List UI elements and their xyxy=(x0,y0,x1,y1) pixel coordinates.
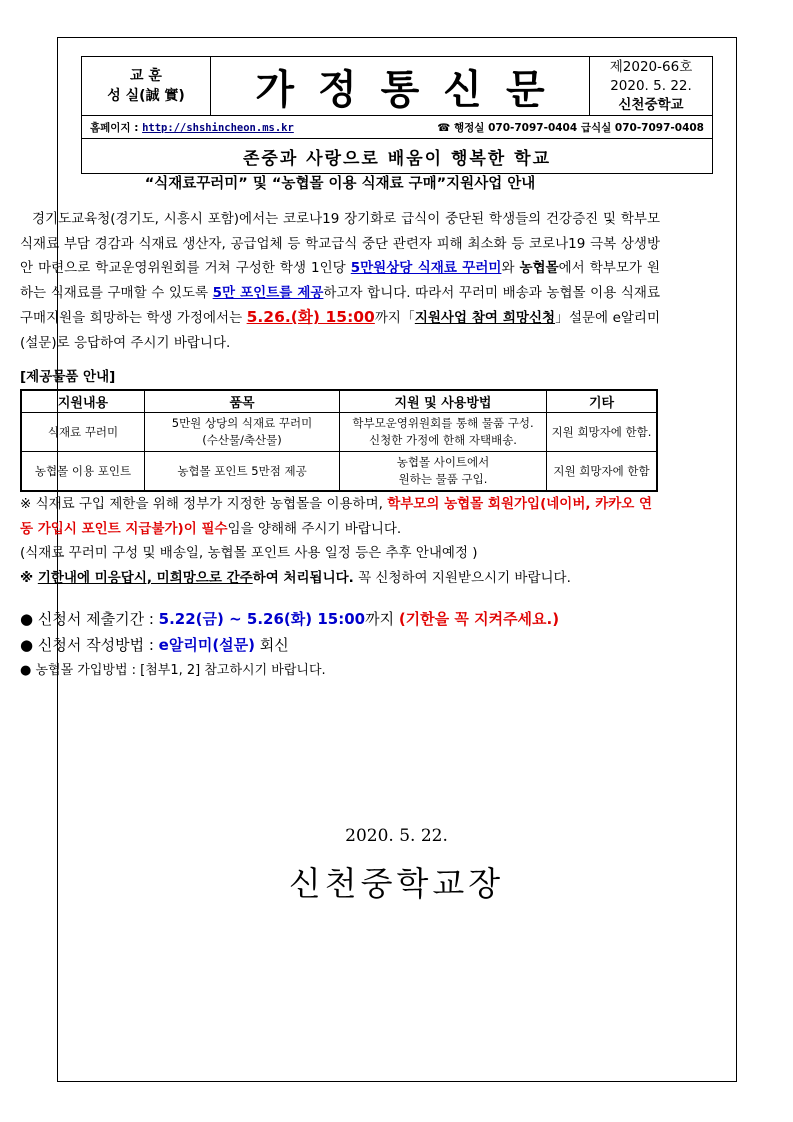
bullet-label: 신청서 작성방법 : xyxy=(37,636,159,654)
bullet-icon: ● xyxy=(20,636,34,654)
issue-info xyxy=(590,57,712,115)
table-header: 품목 xyxy=(145,390,340,413)
list-item xyxy=(20,632,660,658)
note-warning: 기한내에 미응답시, 미희망으로 간주 xyxy=(37,569,253,586)
para-text-3: 에서 학부모가 원하는 식재료를 구매할 수 있도록 xyxy=(20,260,660,301)
application-period: 5.22(금) ~ 5.26(화) 15:00 xyxy=(158,610,366,628)
notice-paragraph xyxy=(20,207,660,355)
note-deadline xyxy=(20,566,660,591)
para-text-6: 」설문에 e알리미(설문)로 응답하여 주시기 바랍니다. xyxy=(20,310,660,351)
document-title: 가정통신문 xyxy=(211,57,590,115)
bullet-text: 까지 xyxy=(365,610,399,628)
table-cell: 지원 희망자에 한함 xyxy=(547,452,658,492)
table-cell: 5만원 상당의 식재료 꾸러미 (수산물/축산물) xyxy=(145,413,340,452)
para-text-5: 까지「 xyxy=(374,310,415,326)
note-text: ※ 식재료 구입 제한을 위해 정부가 지정한 농협몰을 이용하며, xyxy=(20,496,388,512)
para-text-1: 경기도교육청(경기도, 시흥시 포함)에서는 코로나19 장기화로 급식이 중단된 학생들의 건강증진 및 학부모 식재료 부담 경감과 식재료 생산자, 공급업체 등 학교급식 중단 관련자 피해 최소화 등 코로나19 극복 상생방안 마련으로 학교운영위원회를 거쳐 구성한 학생 1인당 xyxy=(20,211,660,276)
note-required: 학부모의 농협몰 회원가입(네이버, 카카오 연동 가입시 포인트 지급불가)이 필수 xyxy=(20,496,653,537)
para-text-4: 하고자 합니다. 따라서 꾸러미 배송과 농협몰 이용 식재료 구매지원을 희망하는 학생 가정에서는 xyxy=(20,284,660,326)
note-text: 꼭 신청하여 지원받으시기 바랍니다. xyxy=(353,569,571,586)
note-mark: ※ xyxy=(20,569,38,586)
para-highlight-points: 5만 포인트를 제공 xyxy=(212,284,324,301)
bullet-icon: ● xyxy=(20,610,34,628)
phone-numbers: 행정실 070-7097-0404 급식실 070-7097-0408 xyxy=(454,121,704,134)
notice-subject: “식재료꾸러미” 및 “농협몰 이용 식재료 구매”지원사업 안내 xyxy=(144,176,536,192)
list-item xyxy=(20,658,660,684)
section-title: [제공물품 안내] xyxy=(20,369,116,385)
note-text: 하여 처리됩니다. xyxy=(252,569,354,586)
letter-header xyxy=(81,56,713,174)
para-deadline: 5.26.(화) 15:00 xyxy=(246,308,375,326)
deadline-warning: (기한을 꼭 지켜주세요.) xyxy=(398,610,560,628)
table-cell: 농협몰 포인트 5만점 제공 xyxy=(145,452,340,492)
contact-bar xyxy=(82,116,712,139)
homepage-label: 홈페이지 : xyxy=(90,121,143,134)
bullet-icon: ● xyxy=(20,663,32,678)
bullet-label: 신청서 제출기간 : xyxy=(37,610,159,628)
table-cell: 학부모운영위원회를 통해 물품 구성. 신청한 가정에 한해 자택배송. xyxy=(340,413,547,452)
principal-signature: 신천중학교장 xyxy=(288,864,505,903)
table-cell: 지원 희망자에 한함. xyxy=(547,413,658,452)
homepage-link[interactable]: http://shshincheon.ms.kr xyxy=(142,121,294,134)
motto-value: 성 실(誠 實) xyxy=(107,88,185,104)
para-highlight-package: 5만원상당 식재료 꾸러미 xyxy=(350,260,502,276)
issue-number: 제2020-66호 xyxy=(609,58,693,75)
bullet-text: 농협몰 가입방법 : [첨부1, 2] 참고하시기 바랍니다. xyxy=(35,663,326,678)
table-cell: 농협몰 사이트에서 원하는 물품 구입. xyxy=(340,452,547,492)
letter-body xyxy=(20,172,660,684)
table-row xyxy=(21,452,657,492)
table-header: 지원 및 사용방법 xyxy=(340,390,547,413)
issue-date: 2020. 5. 22. xyxy=(610,77,692,94)
table-header: 기타 xyxy=(547,390,658,413)
para-highlight-mall: 농협몰 xyxy=(519,260,559,276)
application-method: e알리미(설문) xyxy=(158,636,256,654)
school-motto xyxy=(82,57,211,115)
note-text: 임을 양해해 주시기 바랍니다. xyxy=(227,520,402,537)
table-cell: 농협몰 이용 포인트 xyxy=(21,452,145,492)
note-membership xyxy=(20,492,660,541)
table-cell: 식재료 꾸러미 xyxy=(21,413,145,452)
table-row xyxy=(21,413,657,452)
signature-date: 2020. 5. 22. xyxy=(345,826,448,846)
phone-icon: ☎ xyxy=(437,121,451,134)
notes xyxy=(20,492,660,590)
table-header-row xyxy=(21,390,657,413)
application-info xyxy=(20,606,660,684)
supply-table xyxy=(20,389,658,492)
school-slogan: 존중과 사랑으로 배움이 행복한 학교 xyxy=(242,148,551,169)
para-survey-name: 지원사업 참여 희망신청 xyxy=(414,310,556,326)
para-text-2: 와 xyxy=(501,260,520,276)
bullet-text: 회신 xyxy=(255,636,289,654)
school-name: 신천중학교 xyxy=(618,96,684,113)
motto-label: 교 훈 xyxy=(130,68,162,84)
table-header: 지원내용 xyxy=(21,390,145,413)
note-schedule: (식재료 꾸러미 구성 및 배송일, 농협몰 포인트 사용 일정 등은 추후 안내예정 ) xyxy=(20,545,478,561)
list-item xyxy=(20,606,660,632)
